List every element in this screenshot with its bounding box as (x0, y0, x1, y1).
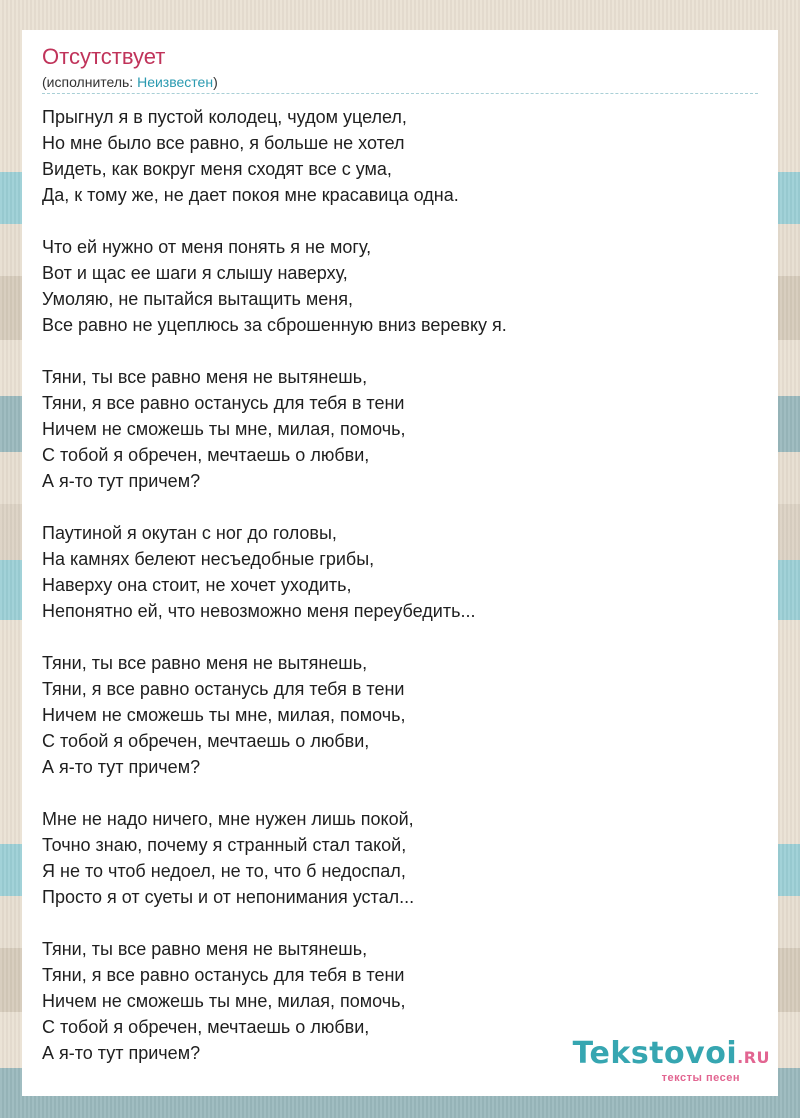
lyric-line: Да, к тому же, не дает покоя мне красавица одна. (42, 185, 459, 205)
lyrics-card (22, 30, 778, 1096)
lyric-line: Прыгнул я в пустой колодец, чудом уцелел, (42, 107, 407, 127)
lyric-line: Ничем не сможешь ты мне, милая, помочь, (42, 419, 406, 439)
stanza (42, 806, 758, 910)
lyric-line: Что ей нужно от меня понять я не могу, (42, 237, 372, 257)
logo-brand (573, 1038, 770, 1074)
stanza (42, 364, 758, 494)
lyric-line: Тяни, ты все равно меня не вытянешь, (42, 939, 368, 959)
lyric-line: Вот и щас ее шаги я слышу наверху, (42, 263, 348, 283)
lyric-line: Просто я от суеты и от непонимания устал... (42, 887, 415, 907)
lyric-line: Непонятно ей, что невозможно меня переубедить... (42, 601, 476, 621)
lyric-line: Но мне было все равно, я больше не хотел (42, 133, 405, 153)
artist-prefix: (исполнитель: (42, 74, 138, 90)
artist-suffix: ) (213, 74, 218, 90)
lyric-line: Тяни, я все равно останусь для тебя в тени (42, 393, 405, 413)
lyric-line: С тобой я обречен, мечтаешь о любви, (42, 1017, 370, 1037)
lyric-line: Ничем не сможешь ты мне, милая, помочь, (42, 705, 406, 725)
lyric-line: А я-то тут причем? (42, 757, 201, 777)
lyric-line: Все равно не уцеплюсь за сброшенную вниз веревку я. (42, 315, 507, 335)
stanza (42, 520, 758, 624)
site-logo[interactable] (573, 1038, 770, 1084)
lyric-line: Я не то чтоб недоел, не то, что б недоспал, (42, 861, 406, 881)
lyric-line: Видеть, как вокруг меня сходят все с ума, (42, 159, 392, 179)
logo-brand-text: Tekstovoi (572, 1036, 738, 1071)
stanza (42, 234, 758, 338)
lyric-line: С тобой я обречен, мечтаешь о любви, (42, 445, 370, 465)
divider (42, 93, 758, 94)
lyric-line: Точно знаю, почему я странный стал такой, (42, 835, 407, 855)
stanza (42, 650, 758, 780)
stanza (42, 104, 758, 208)
lyric-line: С тобой я обречен, мечтаешь о любви, (42, 731, 370, 751)
logo-tagline: тексты песен (661, 1072, 740, 1084)
lyrics-body (42, 104, 758, 1092)
lyric-line: Паутиной я окутан с ног до головы, (42, 523, 337, 543)
lyric-line: Тяни, ты все равно меня не вытянешь, (42, 367, 368, 387)
lyric-line: Ничем не сможешь ты мне, милая, помочь, (42, 991, 406, 1011)
lyric-line: Тяни, ты все равно меня не вытянешь, (42, 653, 368, 673)
lyric-line: Мне не надо ничего, мне нужен лишь покой, (42, 809, 414, 829)
artist-link[interactable]: Неизвестен (137, 74, 214, 90)
lyric-line: Тяни, я все равно останусь для тебя в тени (42, 679, 405, 699)
lyric-line: На камнях белеют несъедобные грибы, (42, 549, 375, 569)
lyric-line: А я-то тут причем? (42, 471, 201, 491)
logo-tld: .RU (737, 1048, 770, 1067)
lyric-line: Тяни, я все равно останусь для тебя в тени (42, 965, 405, 985)
lyric-line: Наверху она стоит, не хочет уходить, (42, 575, 352, 595)
lyric-line: Умоляю, не пытайся вытащить меня, (42, 289, 353, 309)
lyric-line: А я-то тут причем? (42, 1043, 201, 1063)
song-title: Отсутствует (42, 44, 166, 69)
artist-line (42, 73, 218, 91)
